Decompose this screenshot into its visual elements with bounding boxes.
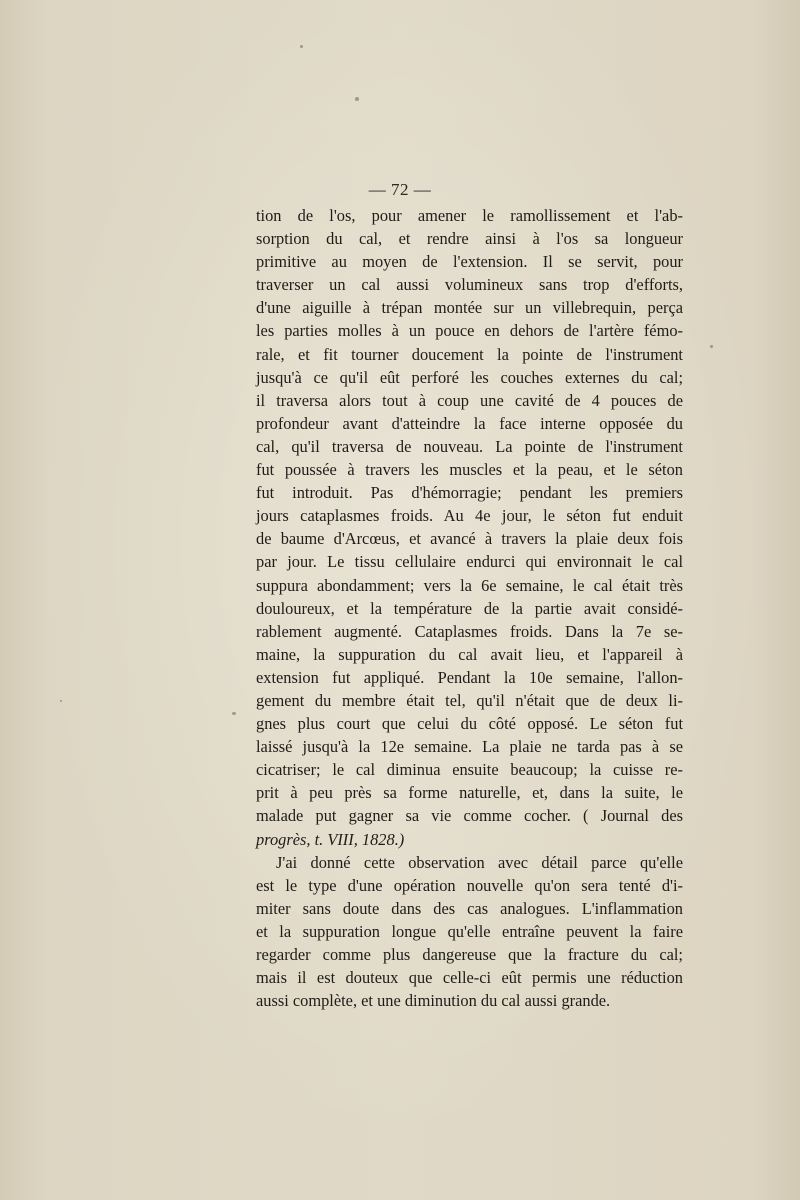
text-line: profondeur avant d'atteindre la face interne opposée du	[256, 413, 683, 433]
text-line: J'ai donné cette observation avec détail parce qu'elle	[276, 852, 683, 872]
text-line: mais il est douteux que celle-ci eût permis une réduction	[256, 968, 683, 988]
paper-speck	[355, 97, 359, 101]
paper-speck	[232, 712, 236, 715]
paper-speck	[710, 345, 713, 348]
text-line: jours cataplasmes froids. Au 4e jour, le séton fut enduit	[256, 506, 683, 526]
text-line: rablement augmenté. Cataplasmes froids. Dans la 7e se-	[256, 621, 683, 641]
text-line: d'une aiguille à trépan montée sur un villebrequin, perça	[256, 298, 683, 318]
text-line: primitive au moyen de l'extension. Il se servit, pour	[256, 252, 683, 272]
text-line: miter sans doute dans des cas analogues. L'inflammation	[256, 898, 683, 918]
text-line: de baume d'Arcœus, et avancé à travers la plaie deux fois	[256, 529, 683, 549]
text-line: et la suppuration longue qu'elle entraîne peuvent la faire	[256, 921, 683, 941]
text-line: regarder comme plus dangereuse que la fracture du cal;	[256, 945, 683, 964]
text-line: jusqu'à ce qu'il eût perforé les couches externes du cal;	[256, 367, 683, 387]
text-line: traverser un cal aussi volumineux sans trop d'efforts,	[256, 275, 683, 295]
text-line: douloureux, et la température de la partie avait considé-	[256, 598, 683, 618]
text-line: gement du membre était tel, qu'il n'était que de deux li-	[256, 690, 683, 710]
text-line: laissé jusqu'à la 12e semaine. La plaie ne tarda pas à se	[256, 737, 683, 757]
body-text	[256, 204, 683, 1012]
text-line: les parties molles à un pouce en dehors de l'artère fémo-	[256, 321, 683, 341]
text-line: par jour. Le tissu cellulaire endurci qui environnait le cal	[256, 552, 683, 572]
text-line: prit à peu près sa forme naturelle, et, dans la suite, le	[256, 783, 683, 803]
text-line: est le type d'une opération nouvelle qu'on sera tenté d'i-	[256, 875, 683, 895]
text-line: aussi complète, et une diminution du cal aussi grande.	[256, 991, 611, 1011]
text-line: suppura abondamment; vers la 6e semaine, le cal était très	[256, 575, 683, 595]
text-line: cicatriser; le cal diminua ensuite beaucoup; la cuisse re-	[256, 760, 683, 780]
text-line: cal, qu'il traversa de nouveau. La pointe de l'instrument	[256, 436, 683, 456]
paper-speck	[300, 45, 303, 48]
paper-speck	[60, 700, 62, 702]
text-line: fut poussée à travers les muscles et la peau, et le séton	[256, 460, 683, 480]
text-line: maine, la suppuration du cal avait lieu, et l'appareil à	[256, 644, 683, 664]
text-line: progrès, t. VIII, 1828.)	[256, 829, 405, 849]
text-line: malade put gagner sa vie comme cocher. ( Journal des	[256, 806, 683, 826]
text-line: sorption du cal, et rendre ainsi à l'os sa longueur	[256, 229, 683, 249]
text-line: gnes plus court que celui du côté opposé. Le séton fut	[256, 714, 683, 734]
text-line: rale, et fit tourner doucement la pointe de l'instrument	[256, 344, 683, 364]
text-line: il traversa alors tout à coup une cavité de 4 pouces de	[256, 390, 683, 410]
text-line: extension fut appliqué. Pendant la 10e semaine, l'allon-	[256, 667, 683, 687]
page-number: — 72 —	[368, 180, 432, 199]
text-line: fut introduit. Pas d'hémorragie; pendant les premiers	[256, 483, 683, 503]
text-line: tion de l'os, pour amener le ramollissement et l'ab-	[256, 206, 683, 225]
